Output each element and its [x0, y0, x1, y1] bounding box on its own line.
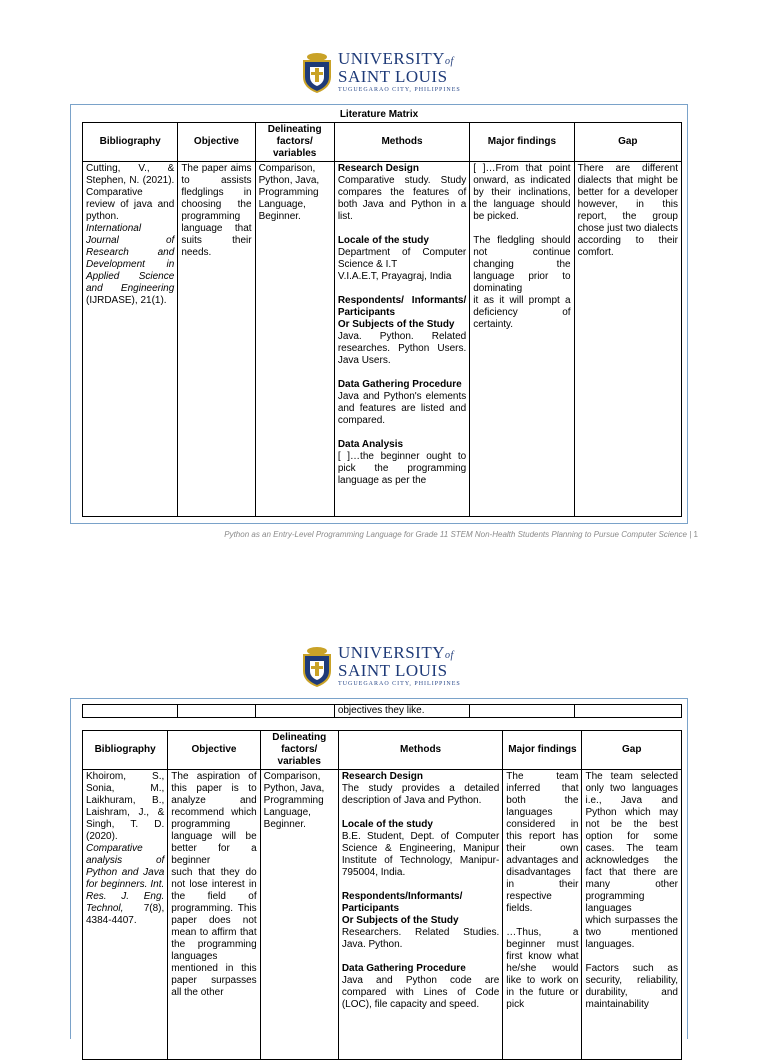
header-findings: Major findings	[470, 123, 574, 162]
header-methods: Methods	[334, 123, 469, 162]
methods-text: Java. Python. Related researches. Python Users. Java Users.	[337, 331, 467, 366]
methods-heading: Research Design	[337, 163, 419, 174]
cell-factors: Comparison, Python, Java, Programming Language, Beginner.	[260, 770, 338, 1060]
empty-cell	[255, 705, 334, 718]
empty-cell	[470, 705, 574, 718]
findings-text: [ ]…From that point onward, as indicated by their inclinations, the language should be picked.	[473, 163, 571, 222]
methods-text: The study provides a detailed description of Java and Python.	[341, 783, 500, 806]
logo-university: UNIVERSITY	[338, 49, 445, 68]
logo-saint-louis: SAINT LOUIS	[338, 67, 448, 86]
page-footer	[70, 530, 698, 539]
empty-cell	[83, 705, 178, 718]
bib-journal: Comparative analysis of Python and Java for beginners. Int. Res. J. Eng. Technol,	[86, 843, 165, 914]
methods-text: Department of Computer Science & I.T	[337, 247, 467, 270]
methods-heading: Data Gathering Procedure	[337, 379, 462, 390]
table-row	[83, 770, 682, 1060]
cell-gap: There are different dialects that might be better for a developer however, in this report, the group chose just two dialects according to their comfort.	[574, 162, 681, 517]
bib-authors: Cutting, V., & Stephen, N. (2021). Comparative review of java and python.	[86, 163, 175, 222]
logo-city: TUGUEGARAO CITY, PHILIPPINES	[338, 681, 461, 687]
bib-tail: 7(8), 4384-4407.	[86, 903, 165, 926]
page-1	[70, 104, 688, 524]
carry-over-text: objectives they like.	[334, 705, 469, 718]
findings-text: The fledgling should not continue changing the language prior to dominating	[473, 235, 571, 294]
header-bibliography: Bibliography	[83, 731, 168, 770]
findings-text: The team inferred that both the languages considered in this report has their own advantages and disadvantages in their respective fields.	[506, 771, 579, 914]
methods-heading: Data Gathering Procedure	[341, 963, 466, 974]
cell-bibliography	[83, 162, 178, 517]
findings-text: it as it will prompt a deficiency of certainty.	[473, 295, 571, 330]
header-objective: Objective	[168, 731, 260, 770]
cell-methods	[334, 162, 469, 517]
header-objective: Objective	[178, 123, 255, 162]
logo-saint-louis: SAINT LOUIS	[338, 661, 448, 680]
methods-text: Java and Python's elements and features are listed and compared.	[337, 391, 467, 426]
cell-findings	[503, 770, 582, 1060]
empty-cell	[178, 705, 255, 718]
bib-authors: Khoirom, S., Sonia, M., Laikhuram, B., Laishram, J., & Singh, T. D. (2020).	[86, 771, 165, 842]
header-factors: Delineating factors/ variables	[260, 731, 338, 770]
page-2	[70, 698, 688, 1039]
methods-heading: Research Design	[341, 771, 423, 782]
university-seal-icon	[300, 645, 334, 687]
university-logo	[300, 50, 461, 93]
literature-matrix-table	[82, 730, 682, 1060]
gap-text: Factors such as security, reliability, durability, and maintainability	[585, 963, 678, 1010]
cell-bibliography	[83, 770, 168, 1060]
objective-text: such that they do not lose interest in the field of programming. This paper does not mean to affirm that the programming languages mentioned in this paper surpasses all the other	[171, 867, 257, 998]
methods-text: Comparative study. Study compares the features of both Java and Python in a list.	[337, 175, 467, 222]
header-findings: Major findings	[503, 731, 582, 770]
methods-heading: Locale of the study	[341, 819, 433, 830]
cell-objective: The paper aims to assists fledglings in choosing the programming language that suits their needs.	[178, 162, 255, 517]
header-gap: Gap	[574, 123, 681, 162]
bib-journal: International Journal of Research and Development in Applied Science and Engineering	[86, 223, 175, 294]
table-row	[83, 162, 682, 517]
header-bibliography: Bibliography	[83, 123, 178, 162]
methods-heading: Respondents/Informants/ Participants	[341, 891, 463, 914]
logo-of: of	[445, 56, 454, 67]
page-number: 1	[693, 530, 698, 539]
methods-heading: Or Subjects of the Study	[341, 915, 459, 926]
footer-text: Python as an Entry-Level Programming Language for Grade 11 STEM Non-Health Students Planning to Pursue Computer Science |	[224, 530, 692, 539]
literature-matrix-table	[82, 122, 682, 517]
cell-objective	[168, 770, 260, 1060]
matrix-title: Literature Matrix	[339, 109, 419, 120]
logo-university: UNIVERSITY	[338, 643, 445, 662]
cell-factors: Comparison, Python, Java, Programming Language, Beginner.	[255, 162, 334, 517]
methods-text: Researchers. Related Studies. Java. Python.	[341, 927, 500, 950]
methods-heading: Or Subjects of the Study	[337, 319, 455, 330]
university-logo	[300, 644, 461, 687]
methods-heading: Locale of the study	[337, 235, 429, 246]
header-factors: Delineating factors/ variables	[255, 123, 334, 162]
objective-text: The aspiration of this paper is to analyze and recommend which programming language will be better for a beginner	[171, 771, 257, 866]
methods-text: B.E. Student, Dept. of Computer Science & Engineering, Manipur Institute of Technology, Manipur-795004, India.	[341, 831, 500, 878]
cell-gap	[582, 770, 682, 1060]
cell-findings	[470, 162, 574, 517]
bib-tail: (IJRDASE), 21(1).	[86, 295, 167, 306]
logo-city: TUGUEGARAO CITY, PHILIPPINES	[338, 87, 461, 93]
gap-text: The team selected only two languages i.e., Java and Python which may not be the best option for some cases. The team acknowledges the fact that there are many other programming languages	[585, 771, 678, 914]
header-gap: Gap	[582, 731, 682, 770]
methods-text: Java and Python code are compared with Lines of Code (LOC), file capacity and speed.	[341, 975, 500, 1010]
university-seal-icon	[300, 51, 334, 93]
cell-methods	[338, 770, 502, 1060]
methods-text: V.I.A.E.T, Prayagraj, India	[337, 271, 452, 282]
methods-heading: Respondents/ Informants/ Participants	[337, 295, 467, 318]
empty-cell	[574, 705, 681, 718]
methods-text: [ ]…the beginner ought to pick the programming language as per the	[337, 451, 467, 486]
findings-text: …Thus, a beginner must first know what he/she would like to work on in the future or pick	[506, 927, 579, 1010]
methods-heading: Data Analysis	[337, 439, 404, 450]
carry-over-row	[82, 704, 682, 718]
gap-text: which surpasses the two mentioned languages.	[585, 915, 678, 950]
logo-of: of	[445, 650, 454, 661]
header-methods: Methods	[338, 731, 502, 770]
